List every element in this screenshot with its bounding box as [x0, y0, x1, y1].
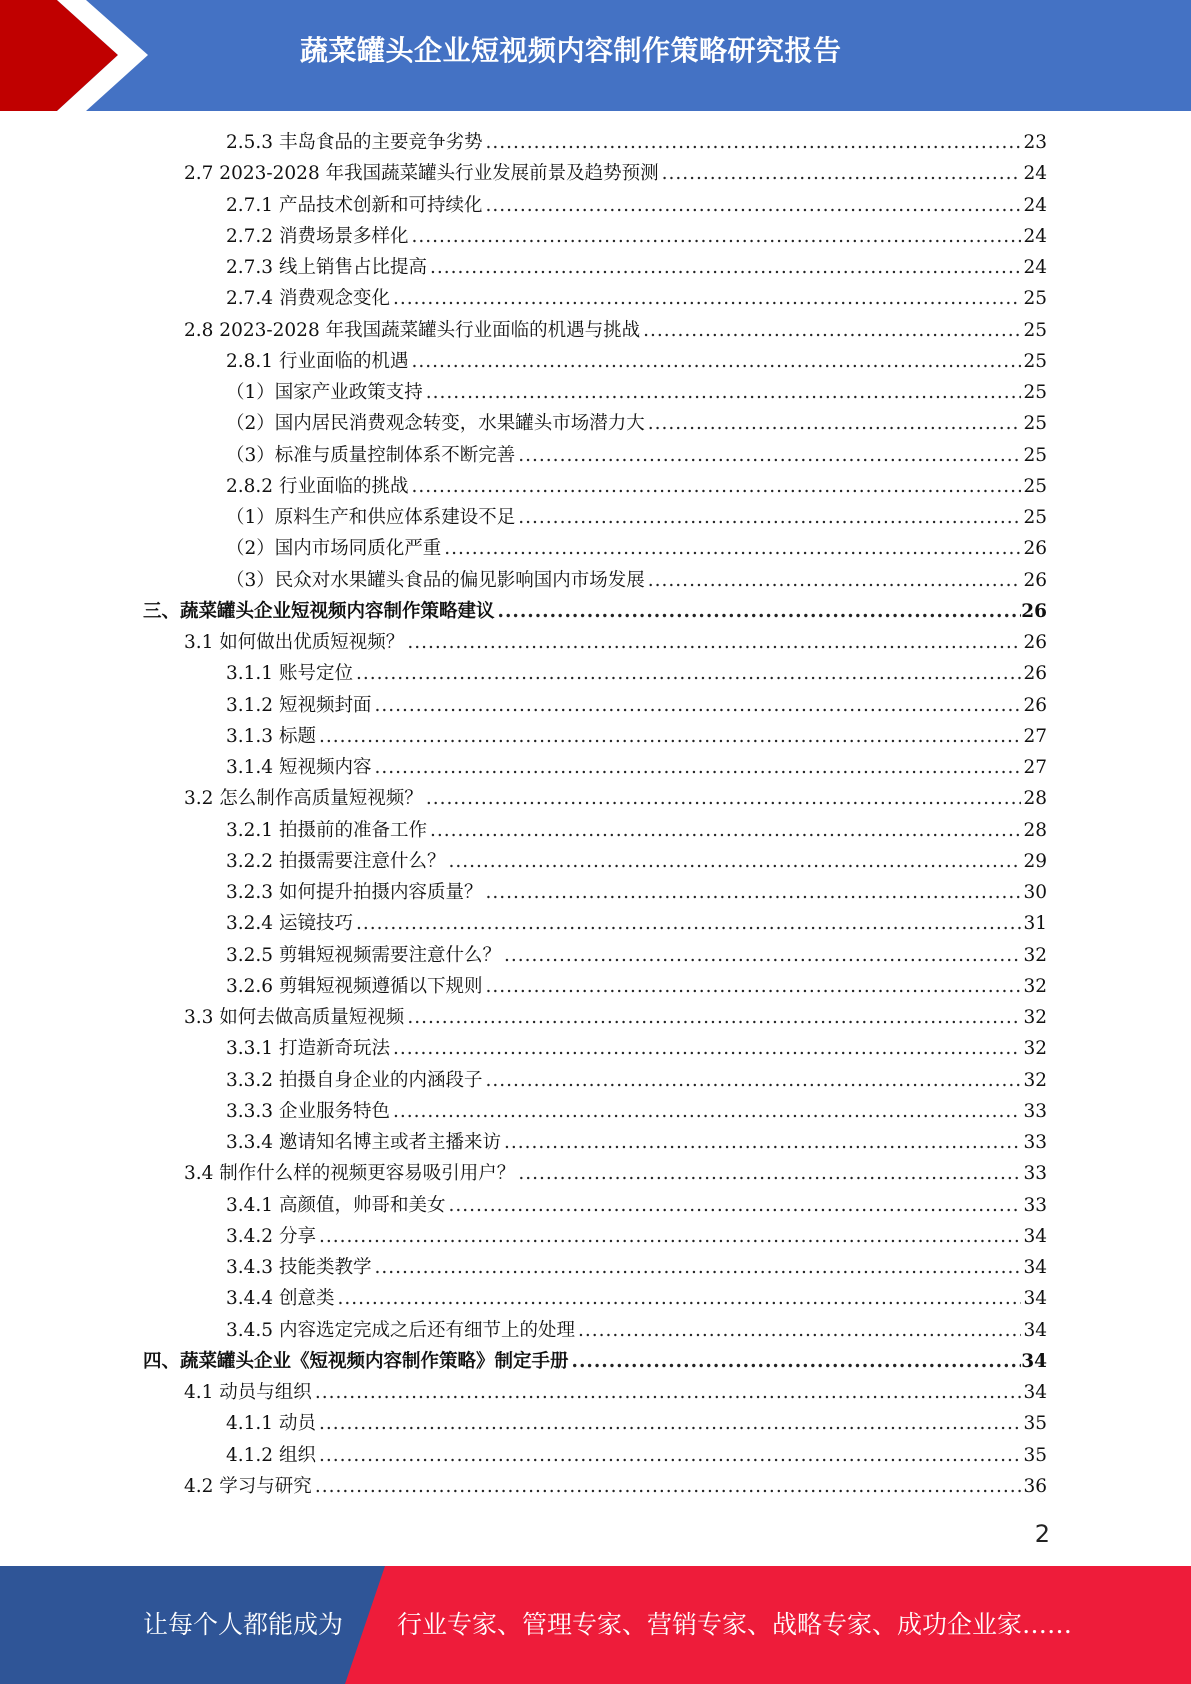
- toc-dot-leader: [648, 408, 1021, 439]
- toc-entry-page: 32: [1023, 944, 1047, 966]
- toc-dot-leader: [578, 1315, 1021, 1346]
- table-of-contents: [0, 127, 1191, 1502]
- toc-entry-title: 3.4 制作什么样的视频更容易吸引用户？: [184, 1163, 516, 1185]
- toc-dot-leader: [319, 1440, 1021, 1471]
- toc-entry-page: 25: [1023, 475, 1047, 497]
- toc-entry-title: （2）国内居民消费观念转变，水果罐头市场潜力大: [226, 413, 645, 435]
- toc-entry-page: 34: [1023, 1319, 1047, 1341]
- footer-slogan-right: 行业专家、管理专家、营销专家、战略专家、成功企业家……: [397, 1610, 1073, 1639]
- toc-entry-page: 33: [1023, 1194, 1047, 1216]
- toc-dot-leader: [374, 752, 1021, 783]
- toc-dot-leader: [430, 252, 1021, 283]
- toc-entry-page: 25: [1023, 444, 1047, 466]
- toc-entry[interactable]: [226, 908, 1191, 939]
- toc-entry-title: 3.2 怎么制作高质量短视频？: [184, 788, 423, 810]
- toc-entry[interactable]: [184, 315, 1191, 346]
- toc-entry-page: 25: [1023, 288, 1047, 310]
- toc-dot-leader: [319, 721, 1021, 752]
- toc-entry-title: （1）国家产业政策支持: [226, 382, 423, 403]
- page-footer: [0, 1566, 1191, 1684]
- toc-entry-page: 32: [1023, 1069, 1047, 1091]
- toc-dot-leader: [448, 1190, 1021, 1221]
- toc-entry[interactable]: [226, 1283, 1191, 1314]
- toc-dot-leader: [315, 1471, 1021, 1502]
- footer-slogan-left: 让每个人都能成为: [143, 1610, 344, 1639]
- toc-dot-leader: [485, 127, 1021, 158]
- toc-entry-page: 26: [1023, 569, 1047, 591]
- toc-entry-title: （3）民众对水果罐头食品的偏见影响国内市场发展: [226, 569, 645, 591]
- toc-entry[interactable]: [226, 658, 1191, 689]
- toc-entry[interactable]: [226, 815, 1191, 846]
- toc-dot-leader: [518, 1158, 1021, 1189]
- toc-dot-leader: [485, 971, 1021, 1002]
- toc-entry[interactable]: [184, 1377, 1191, 1408]
- toc-dot-leader: [648, 565, 1021, 596]
- toc-entry-title: （1）原料生产和供应体系建设不足: [226, 507, 516, 528]
- toc-entry[interactable]: [226, 1065, 1191, 1096]
- toc-entry-title: 3.2.4 运镜技巧: [226, 913, 353, 935]
- toc-entry-page: 35: [1023, 1413, 1047, 1435]
- toc-entry-title: 3.2.3 如何提升拍摄内容质量？: [226, 882, 483, 903]
- toc-entry-page: 35: [1023, 1444, 1047, 1466]
- toc-dot-leader: [393, 283, 1021, 314]
- toc-entry[interactable]: [226, 190, 1191, 221]
- toc-entry-title: 2.8.1 行业面临的机遇: [226, 350, 409, 372]
- toc-entry-title: 3.4.4 创意类: [226, 1288, 335, 1310]
- toc-entry-title: 3.1 如何做出优质短视频？: [184, 632, 405, 653]
- toc-entry-page: 36: [1023, 1475, 1047, 1497]
- toc-entry[interactable]: [226, 471, 1191, 502]
- toc-entry-title: 2.7.3 线上销售占比提高: [226, 257, 427, 278]
- toc-entry[interactable]: [226, 533, 1191, 564]
- toc-entry[interactable]: [226, 502, 1191, 533]
- toc-dot-leader: [319, 1408, 1021, 1439]
- toc-entry-title: 3.1.1 账号定位: [226, 663, 353, 685]
- toc-entry-title: 3.4.5 内容选定完成之后还有细节上的处理: [226, 1319, 575, 1341]
- toc-entry-page: 25: [1023, 319, 1047, 341]
- toc-dot-leader: [518, 440, 1021, 471]
- toc-entry-title: 3.2.2 拍摄需要注意什么？: [226, 850, 446, 872]
- toc-entry[interactable]: [143, 1346, 1191, 1377]
- toc-entry-page: 28: [1023, 788, 1047, 810]
- toc-entry[interactable]: [143, 596, 1191, 627]
- toc-entry[interactable]: [184, 783, 1191, 814]
- toc-entry-page: 26: [1023, 694, 1047, 716]
- toc-entry-title: 3.1.2 短视频封面: [226, 694, 372, 716]
- toc-entry-title: 4.2 学习与研究: [184, 1475, 312, 1497]
- toc-entry-page: 34: [1021, 1350, 1047, 1372]
- page-header: [0, 0, 1191, 111]
- toc-entry-title: 3.4.3 技能类教学: [226, 1257, 372, 1278]
- toc-entry-page: 30: [1023, 882, 1047, 903]
- toc-entry-title: 3.2.5 剪辑短视频需要注意什么？: [226, 944, 501, 966]
- toc-entry-title: 4.1 动员与组织: [184, 1382, 312, 1403]
- report-title: 蔬菜罐头企业短视频内容制作策略研究报告: [300, 34, 842, 67]
- toc-dot-leader: [315, 1377, 1021, 1408]
- toc-entry[interactable]: [226, 221, 1191, 252]
- toc-entry[interactable]: [226, 1033, 1191, 1064]
- toc-entry-title: 2.5.3 丰岛食品的主要竞争劣势: [226, 132, 483, 153]
- toc-entry-page: 27: [1023, 725, 1047, 747]
- toc-entry[interactable]: [226, 252, 1191, 283]
- toc-entry[interactable]: [226, 283, 1191, 314]
- toc-entry[interactable]: [226, 440, 1191, 471]
- toc-dot-leader: [374, 1252, 1021, 1283]
- toc-dot-leader: [319, 1221, 1021, 1252]
- toc-entry-page: 33: [1023, 1163, 1047, 1185]
- toc-entry-title: 3.3.2 拍摄自身企业的内涵段子: [226, 1069, 483, 1091]
- toc-entry-title: 3.2.6 剪辑短视频遵循以下规则: [226, 975, 483, 997]
- toc-entry[interactable]: [226, 1252, 1191, 1283]
- toc-entry-title: 2.8.2 行业面临的挑战: [226, 475, 409, 497]
- toc-entry-page: 32: [1023, 1038, 1047, 1060]
- toc-entry-title: 3.4.1 高颜值，帅哥和美女: [226, 1194, 446, 1216]
- toc-dot-leader: [518, 502, 1021, 533]
- toc-entry-page: 28: [1023, 819, 1047, 841]
- toc-entry[interactable]: [184, 1471, 1191, 1502]
- toc-dot-leader: [407, 627, 1021, 658]
- toc-entry[interactable]: [226, 408, 1191, 439]
- toc-entry[interactable]: [226, 346, 1191, 377]
- toc-dot-leader: [430, 815, 1021, 846]
- toc-entry-page: 34: [1023, 1382, 1047, 1403]
- toc-entry[interactable]: [226, 846, 1191, 877]
- toc-entry[interactable]: [226, 1315, 1191, 1346]
- toc-dot-leader: [485, 877, 1021, 908]
- toc-entry[interactable]: [226, 752, 1191, 783]
- toc-entry-title: （2）国内市场同质化严重: [226, 538, 442, 560]
- toc-entry-title: 3.1.4 短视频内容: [226, 757, 372, 778]
- toc-entry-page: 34: [1023, 1257, 1047, 1278]
- toc-dot-leader: [572, 1346, 1021, 1377]
- toc-dot-leader: [411, 221, 1021, 252]
- toc-entry-page: 24: [1023, 194, 1047, 216]
- toc-entry-page: 34: [1023, 1225, 1047, 1247]
- toc-entry-page: 34: [1023, 1288, 1047, 1310]
- toc-entry-page: 26: [1023, 632, 1047, 653]
- toc-entry[interactable]: [226, 377, 1191, 408]
- toc-dot-leader: [444, 533, 1021, 564]
- toc-entry[interactable]: [226, 1127, 1191, 1158]
- toc-entry-title: 2.8 2023-2028 年我国蔬菜罐头行业面临的机遇与挑战: [184, 319, 641, 341]
- toc-dot-leader: [504, 1127, 1021, 1158]
- toc-entry-page: 25: [1023, 507, 1047, 528]
- toc-dot-leader: [393, 1096, 1021, 1127]
- toc-entry[interactable]: [226, 1408, 1191, 1439]
- toc-entry-page: 33: [1023, 1100, 1047, 1122]
- toc-dot-leader: [504, 940, 1021, 971]
- toc-dot-leader: [407, 1002, 1021, 1033]
- toc-entry-title: 2.7 2023-2028 年我国蔬菜罐头行业发展前景及趋势预测: [184, 163, 659, 185]
- toc-entry[interactable]: [226, 127, 1191, 158]
- toc-dot-leader: [356, 908, 1021, 939]
- toc-entry-title: 3.3.3 企业服务特色: [226, 1100, 390, 1122]
- toc-entry-page: 24: [1023, 225, 1047, 247]
- toc-dot-leader: [411, 346, 1021, 377]
- toc-entry[interactable]: [226, 1190, 1191, 1221]
- toc-dot-leader: [426, 377, 1021, 408]
- toc-dot-leader: [485, 1065, 1021, 1096]
- toc-entry-title: 3.3.4 邀请知名博主或者主播来访: [226, 1132, 501, 1153]
- page-number: 2: [1034, 1520, 1050, 1548]
- toc-dot-leader: [411, 471, 1021, 502]
- toc-entry-title: 3.2.1 拍摄前的准备工作: [226, 819, 427, 841]
- toc-entry-title: 4.1.1 动员: [226, 1413, 316, 1435]
- toc-entry-title: 3.1.3 标题: [226, 725, 316, 747]
- toc-entry-title: 3.4.2 分享: [226, 1225, 316, 1247]
- toc-entry[interactable]: [226, 565, 1191, 596]
- toc-dot-leader: [662, 158, 1021, 189]
- toc-entry-page: 33: [1023, 1132, 1047, 1153]
- toc-entry[interactable]: [184, 627, 1191, 658]
- toc-entry-page: 27: [1023, 757, 1047, 778]
- toc-entry-title: 2.7.1 产品技术创新和可持续化: [226, 194, 483, 216]
- toc-dot-leader: [393, 1033, 1021, 1064]
- toc-entry-title: （3）标准与质量控制体系不断完善: [226, 444, 516, 466]
- toc-dot-leader: [337, 1283, 1021, 1314]
- toc-entry[interactable]: [226, 690, 1191, 721]
- toc-dot-leader: [643, 315, 1021, 346]
- toc-entry-page: 26: [1023, 663, 1047, 685]
- toc-dot-leader: [485, 190, 1021, 221]
- toc-entry-page: 29: [1023, 850, 1047, 872]
- toc-entry[interactable]: [184, 158, 1191, 189]
- toc-entry-page: 32: [1023, 1007, 1047, 1028]
- toc-entry-title: 3.3.1 打造新奇玩法: [226, 1038, 390, 1060]
- toc-entry-page: 25: [1023, 350, 1047, 372]
- toc-entry-title: 3.3 如何去做高质量短视频: [184, 1007, 405, 1028]
- toc-entry[interactable]: [184, 1158, 1191, 1189]
- toc-entry-page: 23: [1023, 132, 1047, 153]
- toc-dot-leader: [426, 783, 1021, 814]
- toc-entry[interactable]: [226, 1221, 1191, 1252]
- toc-entry-page: 25: [1023, 382, 1047, 403]
- toc-entry-page: 26: [1021, 600, 1047, 622]
- toc-entry-page: 25: [1023, 413, 1047, 435]
- toc-dot-leader: [448, 846, 1021, 877]
- toc-entry[interactable]: [226, 971, 1191, 1002]
- toc-entry[interactable]: [226, 877, 1191, 908]
- toc-dot-leader: [498, 596, 1021, 627]
- toc-entry-page: 32: [1023, 975, 1047, 997]
- toc-dot-leader: [356, 658, 1021, 689]
- toc-entry-title: 4.1.2 组织: [226, 1444, 316, 1466]
- toc-entry-page: 31: [1023, 913, 1047, 935]
- toc-entry[interactable]: [226, 940, 1191, 971]
- toc-entry-title: 三、蔬菜罐头企业短视频内容制作策略建议: [143, 600, 495, 622]
- toc-entry[interactable]: [184, 1002, 1191, 1033]
- toc-entry-page: 24: [1023, 163, 1047, 185]
- toc-entry[interactable]: [226, 1440, 1191, 1471]
- toc-dot-leader: [374, 690, 1021, 721]
- toc-entry-page: 24: [1023, 257, 1047, 278]
- toc-entry-page: 26: [1023, 538, 1047, 560]
- toc-entry-title: 2.7.4 消费观念变化: [226, 288, 390, 310]
- toc-entry[interactable]: [226, 721, 1191, 752]
- toc-entry-title: 2.7.2 消费场景多样化: [226, 225, 409, 247]
- toc-entry[interactable]: [226, 1096, 1191, 1127]
- toc-entry-title: 四、蔬菜罐头企业《短视频内容制作策略》制定手册: [143, 1350, 569, 1372]
